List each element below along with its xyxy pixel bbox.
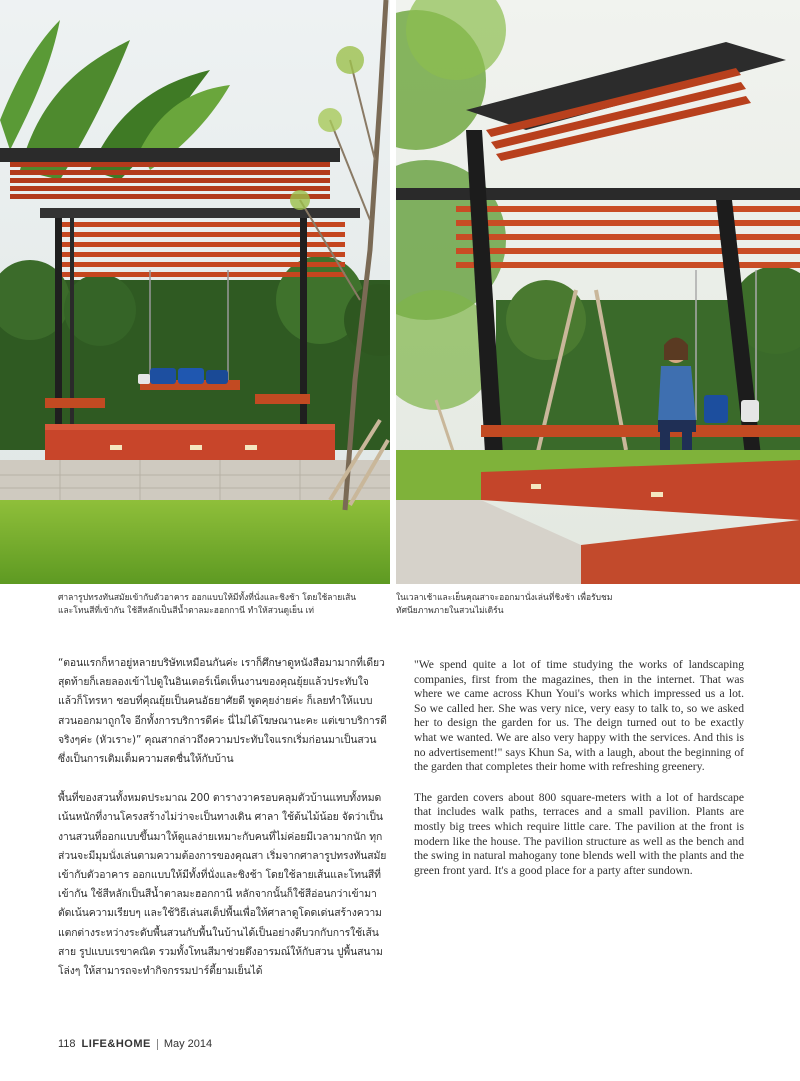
- thai-paragraph-2: พื้นที่ของสวนทั้งหมดประมาณ 200 ตารางวาครอบคลุมตัวบ้านแทบทั้งหมดเน้นหนักที่งานโครงสร้างไม่ว่าจะเป็นทางเดิน ศาลา ใช้ต้นไม้น้อย จัดว่าเป็นงานสวนที่ออกแบบขึ้นมาให้ดูแลง่ายเหมาะกับคนที่ไม่ค่อยมีเวลามากนัก ทุกส่วนจะมีมุมนั่งเล่นตามความต้องการของคุณสา เริ่มจากศาลารูปทรงทันสมัยเข้ากับตัวอาคาร ออกแบบให้มีทั้งที่นั่งและชิงช้า โดยใช้ลายเส้นและโทนสีที่เข้ากัน ใช้สีหลักเป็นสีน้ำตาลมะฮอกกานี หลักจากนั้นก็ใช้สีอ่อนกว่าเข้ามาตัดเน้นความเรียบๆ และใช้วิธีเล่นสเต็ปพื้นเพื่อให้ศาลาดูโดดเด่นสร้างความแตกต่างระหว่างระดับพื้นสวนกับพื้นในบ้านได้เป็นอย่างดีบวกกับการใช้เส้นสาย รูปแบบเรขาคณิต รวมทั้งโทนสีมาช่วยดึงอารมณ์ให้กับสวน ปูพื้นสนามโล่งๆ ให้สามารถจะทำกิจกรรมปาร์ตี้ยามเย็นได้: [58, 792, 387, 978]
- english-paragraph-2: The garden covers about 800 square-meters with a lot of hardscape that includes walk paths, terraces and a small pavilion. Plants are mostly big trees which require little care. The pavilion at the front is modern like the house. The pavilion structure as well as the bench and the swing in natural mahogany tone blends well with the plants and the green front yard. It's a good place for a party after sundown.: [414, 790, 744, 877]
- page-number: 118: [58, 1038, 76, 1050]
- thai-paragraph-1: “ตอนแรกก็หาอยู่หลายบริษัทเหมือนกันค่ะ เราก็ศึกษาดูหนังสือมามากที่เดียวสุดท้ายก็เลยลองเข้าไปดูในอินเตอร์เน็ตเห็นงานของคุณยุ้ยแล้วประทับใจ แล้วก็โทรหา ชอบที่คุณยุ้ยเป็นคนอัธยาศัยดี พูดคุยง่ายค่ะ ก็เลยทำให้แบบสวนออกมาถูกใจ อีกทั้งการบริการดีค่ะ นี่ไม่ได้โฆษณานะคะ แต่เขาบริการดีจริงๆค่ะ (หัวเราะ)” คุณสากล่าวถึงความประทับใจแรกเริ่มก่อนมาเป็นสวนซึ่งเป็นการเติมเต็มความสดชื่นให้กับบ้าน: [58, 657, 387, 766]
- issue-date: May 2014: [163, 1038, 213, 1050]
- magazine-name: LIFE&HOME: [81, 1038, 151, 1050]
- english-paragraph-1: "We spend quite a lot of time studying the works of landscaping companies, first from the magazines, then in the internet. That was where we came across Khun Youi's works which impressed us a lot. So we called her. She was very nice, very easy to talk to, so we asked her to design the garden for us. The deign turned out to be exactly what we wanted. We are also very happy with the services. And this is no advertisement!" says Khun Sa, with a laugh, about the beginning of the garden that completes their home with refreshing greenery.: [414, 658, 744, 774]
- english-article-column: [414, 658, 744, 894]
- footer-divider: [157, 1039, 158, 1050]
- pavilion-photo: [0, 0, 390, 584]
- page-footer: [58, 1038, 212, 1050]
- thai-article-column: [58, 654, 388, 1001]
- photo-caption-right: ในเวลาเช้าและเย็นคุณสาจะออกมานั่งเล่นที่ชิงช้า เพื่อรับชมทัศนียภาพภายในสวนไม่เดิร์น: [396, 593, 613, 616]
- swing-photo: [396, 0, 800, 584]
- photo-caption-left: ศาลารูปทรงทันสมัยเข้ากับตัวอาคาร ออกแบบให้มีทั้งที่นั่งและชิงช้า โดยใช้ลายเส้นและโทนสีที่เข้ากัน ใช้สีหลักเป็นสีน้ำตาลมะฮอกกานี ทำให้สวนดูเย็น เท่: [58, 593, 357, 616]
